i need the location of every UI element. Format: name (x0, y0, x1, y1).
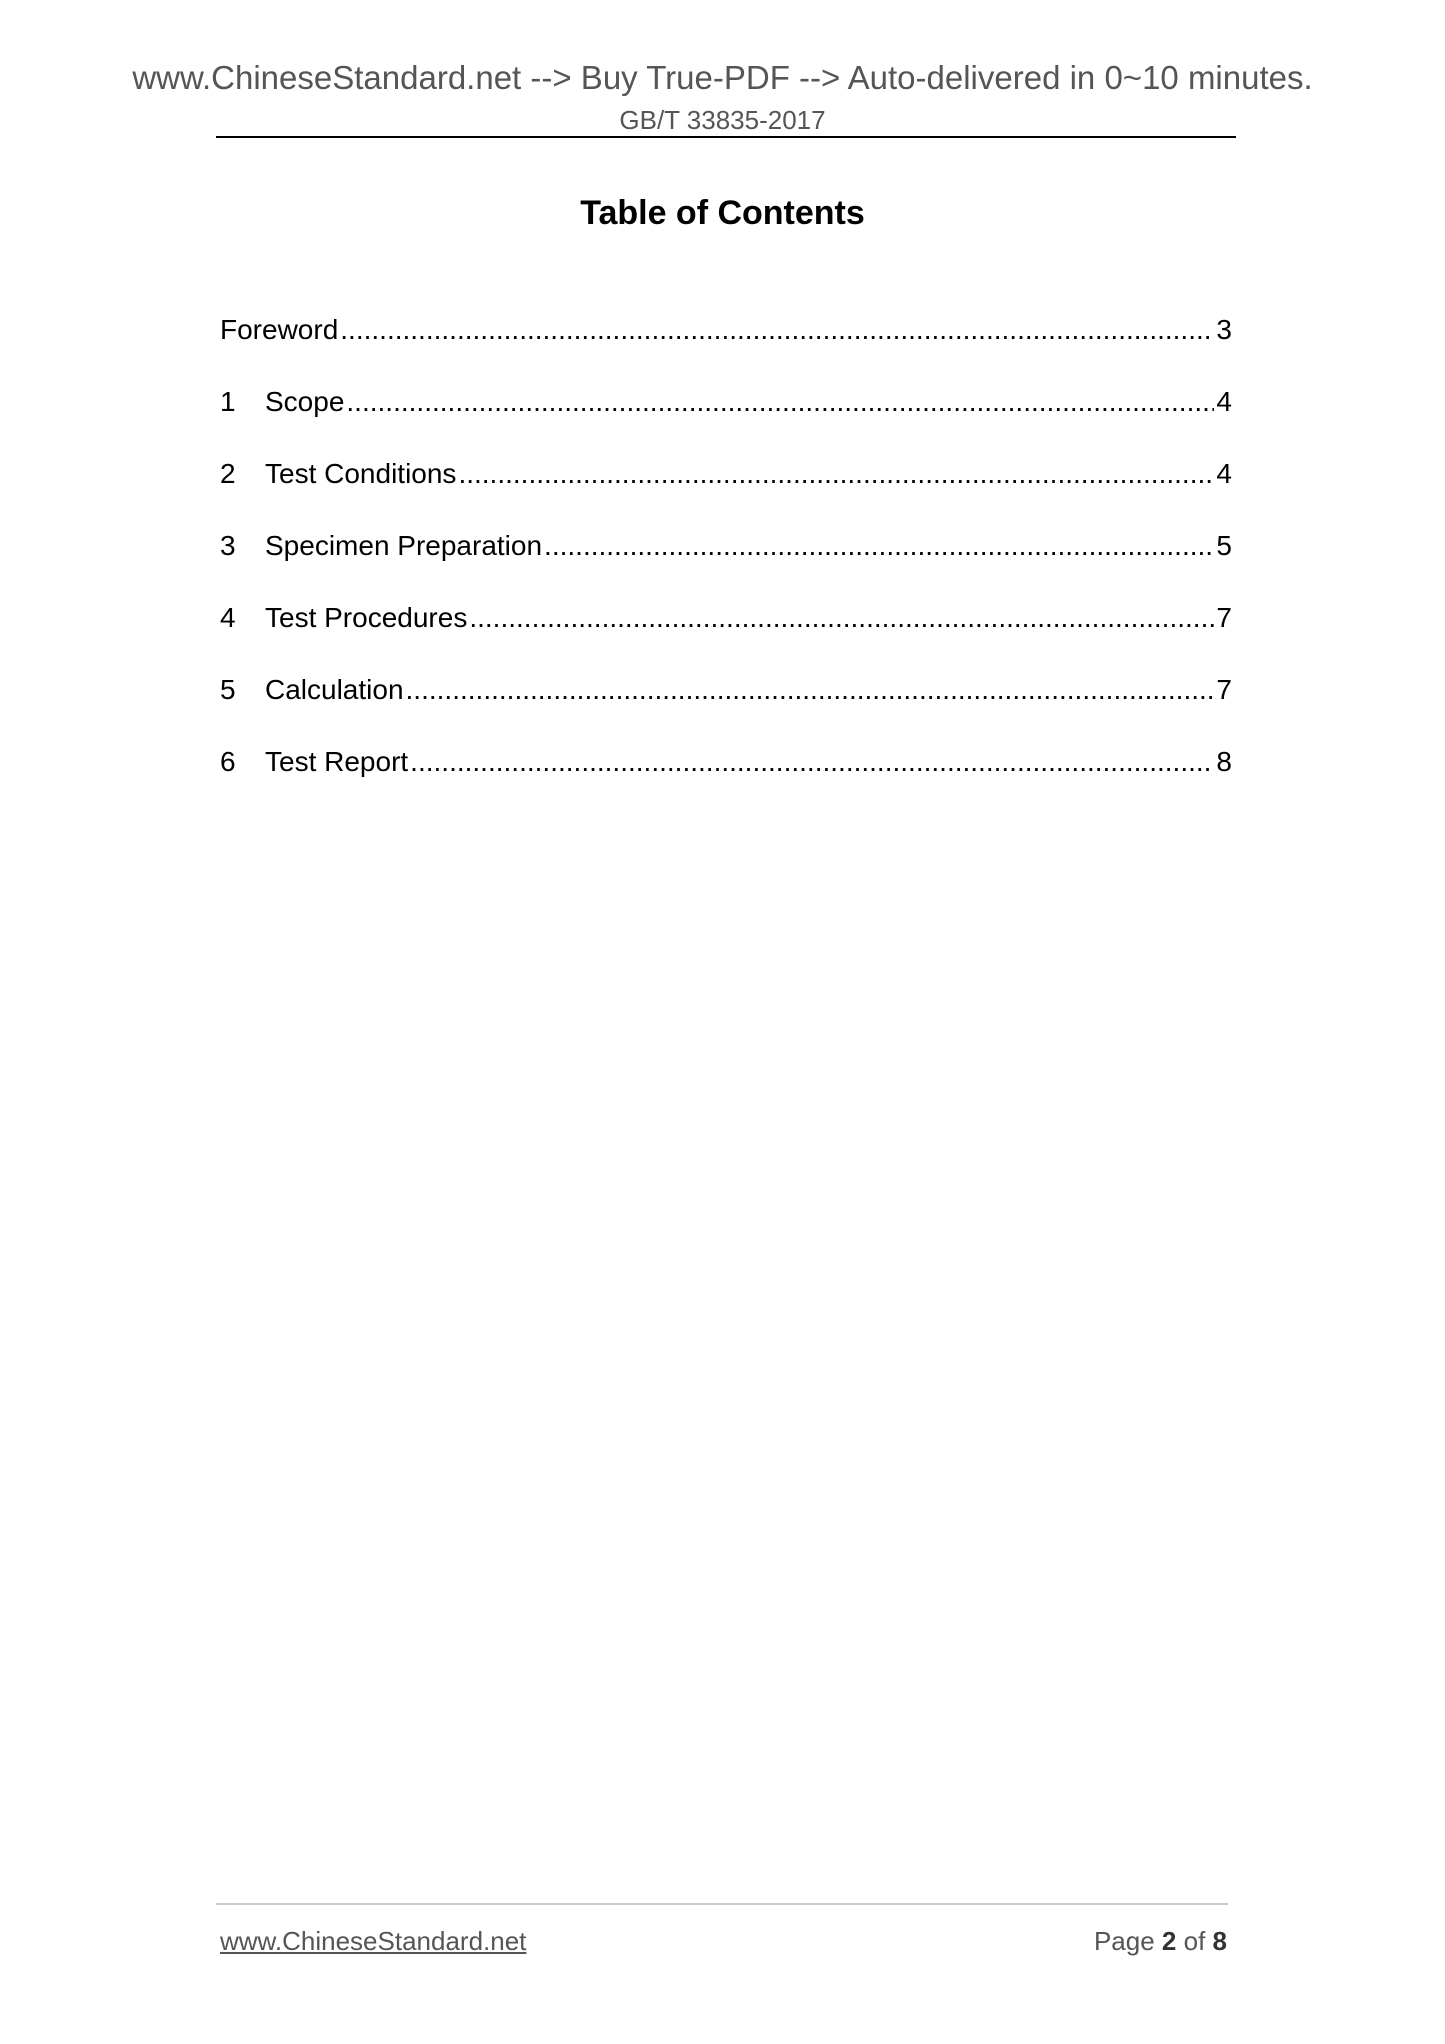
toc-entry-label: Test Report (265, 746, 409, 777)
toc-title: Table of Contents (580, 194, 865, 232)
toc-dot-leader (406, 670, 1215, 710)
document-code: GB/T 33835-2017 (619, 105, 826, 135)
toc-entry-page: 4 (1216, 386, 1232, 417)
toc-dot-leader (544, 526, 1214, 566)
toc-entry-number: 1 (220, 386, 236, 417)
toc-dot-leader (458, 454, 1214, 494)
current-page-number: 2 (1161, 1926, 1177, 1956)
toc-entry-number: 3 (220, 530, 236, 561)
toc-entry-foreword[interactable] (220, 310, 1232, 382)
toc-entry-page: 8 (1216, 746, 1232, 777)
page-label: Page (1093, 1926, 1155, 1956)
toc-dot-leader (410, 742, 1214, 782)
table-of-contents (220, 310, 1232, 814)
toc-entry-page: 4 (1216, 458, 1232, 489)
toc-entry-page: 5 (1216, 530, 1232, 561)
header-divider (216, 136, 1236, 138)
page-indicator (1094, 1924, 1227, 1958)
toc-entry-number: 2 (220, 458, 236, 489)
toc-dot-leader (340, 310, 1214, 350)
toc-entry-test-procedures[interactable] (220, 598, 1232, 670)
toc-entry-number: 5 (220, 674, 236, 705)
toc-entry-test-conditions[interactable] (220, 454, 1232, 526)
toc-entry-number: 6 (220, 746, 236, 777)
toc-entry-label: Scope (265, 386, 345, 417)
toc-entry-calculation[interactable] (220, 670, 1232, 742)
top-banner: www.ChineseStandard.net --> Buy True-PDF --> Auto-delivered in 0~10 minutes. (132, 59, 1313, 96)
toc-entry-page: 7 (1216, 674, 1232, 705)
toc-entry-label: Foreword (220, 314, 339, 345)
total-page-count: 8 (1212, 1926, 1227, 1956)
footer-divider (216, 1903, 1228, 1905)
toc-entry-page: 7 (1216, 602, 1232, 633)
toc-entry-specimen-preparation[interactable] (220, 526, 1232, 598)
toc-entry-page: 3 (1216, 314, 1232, 345)
toc-entry-scope[interactable] (220, 382, 1232, 454)
page-of-label: of (1183, 1926, 1206, 1956)
toc-entry-number: 4 (220, 602, 236, 633)
toc-entry-label: Test Procedures (265, 602, 468, 633)
toc-dot-leader (469, 598, 1214, 638)
toc-entry-label: Test Conditions (265, 458, 457, 489)
footer-website-link[interactable]: www.ChineseStandard.net (220, 1926, 527, 1956)
toc-dot-leader (346, 382, 1214, 422)
toc-entry-label: Specimen Preparation (265, 530, 543, 561)
toc-entry-label: Calculation (265, 674, 404, 705)
toc-entry-test-report[interactable] (220, 742, 1232, 814)
